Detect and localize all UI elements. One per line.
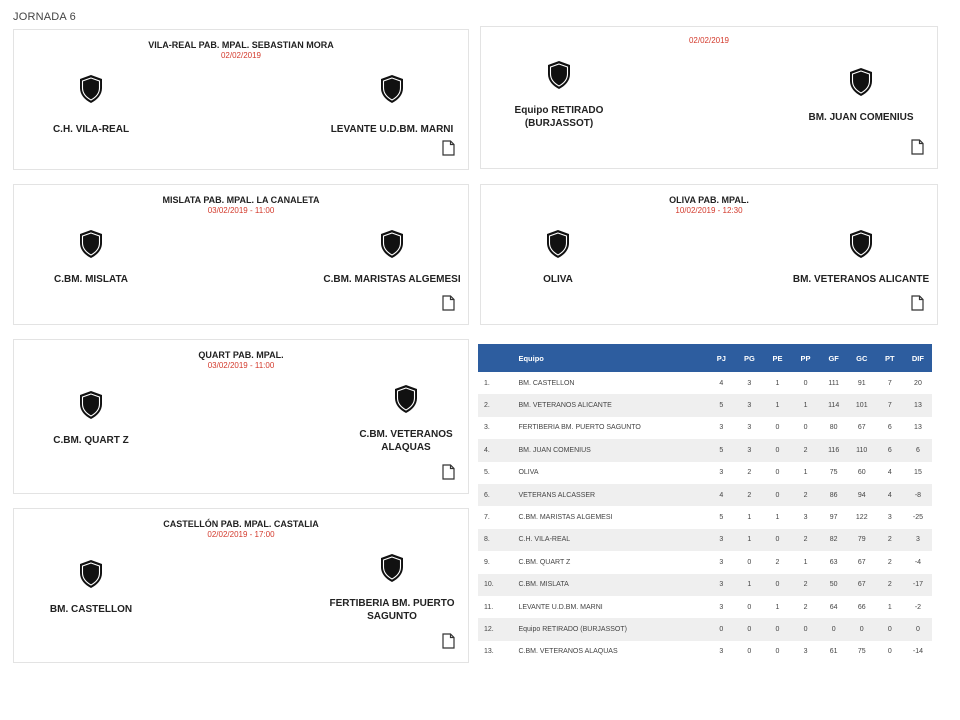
match-venue: QUART PAB. MPAL.: [198, 350, 284, 360]
cell-gc: 0: [859, 625, 864, 633]
cell-pg: 2: [747, 469, 752, 477]
cell-pos: 10.: [484, 581, 494, 589]
header-pos: [478, 344, 518, 372]
home-team[interactable]: [459, 60, 659, 130]
cell-dif: 3: [915, 536, 920, 544]
cell-gf: 82: [829, 536, 838, 544]
cell-pp: 0: [803, 625, 808, 633]
table-row[interactable]: [478, 439, 932, 461]
cell-pos: 4.: [484, 446, 490, 454]
cell-pt: 4: [887, 491, 892, 499]
table-row[interactable]: [478, 574, 932, 596]
cell-pj: 3: [719, 603, 724, 611]
cell-pe: 1: [775, 379, 780, 387]
cell-pj: 3: [719, 424, 724, 432]
cell-team[interactable]: BM. VETERANOS ALICANTE: [518, 402, 612, 410]
cell-gf: 111: [828, 379, 839, 387]
cell-team[interactable]: Equipo RETIRADO (BURJASSOT): [518, 625, 627, 633]
cell-gc: 67: [857, 581, 866, 589]
header-gc[interactable]: GC: [856, 353, 868, 363]
cell-pp: 0: [803, 379, 808, 387]
cell-gf: 80: [829, 424, 838, 432]
cell-pj: 0: [719, 625, 724, 633]
header-pg[interactable]: PG: [743, 353, 755, 363]
table-row[interactable]: [478, 372, 932, 394]
cell-gf: 63: [829, 558, 838, 566]
cell-pe: 1: [775, 603, 780, 611]
table-row[interactable]: [478, 506, 932, 528]
match-card[interactable]: [13, 339, 469, 494]
cell-dif: 15: [914, 469, 922, 477]
table-row[interactable]: [478, 618, 932, 640]
home-team-name: C.BM. MISLATA: [53, 274, 129, 285]
cell-team[interactable]: C.BM. QUART Z: [518, 558, 571, 566]
cell-pt: 7: [887, 379, 892, 387]
cell-team[interactable]: C.BM. VETERANOS ALAQUAS: [518, 648, 618, 656]
match-date: 02/02/2019: [688, 36, 730, 45]
table-row[interactable]: [478, 596, 932, 618]
cell-gf: 64: [829, 603, 838, 611]
document-icon[interactable]: [442, 464, 455, 480]
cell-gc: 94: [857, 491, 866, 499]
cell-pp: 2: [803, 581, 808, 589]
cell-pt: 0: [887, 625, 892, 633]
cell-pt: 0: [887, 648, 892, 656]
cell-pg: 3: [747, 446, 752, 454]
cell-dif: -8: [914, 491, 922, 499]
cell-dif: 0: [915, 625, 920, 633]
cell-pg: 1: [747, 581, 752, 589]
cell-team[interactable]: C.H. VILA-REAL: [518, 536, 571, 544]
cell-pj: 5: [719, 446, 724, 454]
header-gf[interactable]: GF: [828, 353, 839, 363]
cell-dif: 13: [914, 402, 922, 410]
table-header: [478, 344, 932, 372]
cell-pp: 0: [803, 424, 808, 432]
away-team[interactable]: [306, 384, 506, 454]
cell-pe: 1: [775, 514, 780, 522]
table-row[interactable]: [478, 462, 932, 484]
cell-pg: 1: [747, 536, 752, 544]
cell-gc: 66: [857, 603, 866, 611]
cell-pt: 2: [887, 581, 892, 589]
home-team-name: BM. CASTELLON: [49, 604, 133, 615]
table-row[interactable]: [478, 551, 932, 573]
header-team[interactable]: Equipo: [518, 353, 544, 363]
header-pj[interactable]: PJ: [716, 353, 726, 363]
cell-team[interactable]: BM. JUAN COMENIUS: [518, 446, 591, 454]
cell-pos: 7.: [484, 514, 490, 522]
cell-team[interactable]: C.BM. MARISTAS ALGEMESI: [518, 514, 613, 522]
cell-gc: 122: [855, 514, 868, 522]
cell-pg: 0: [747, 558, 752, 566]
cell-pj: 5: [719, 514, 724, 522]
match-date: 02/02/2019 - 17:00: [207, 530, 275, 539]
cell-team[interactable]: C.BM. MISLATA: [518, 581, 569, 589]
shield-icon: [546, 60, 572, 90]
cell-gf: 116: [828, 446, 840, 454]
shield-icon: [848, 229, 874, 259]
cell-pg: 3: [747, 379, 752, 387]
cell-gf: 86: [829, 491, 838, 499]
cell-dif: -2: [914, 603, 922, 611]
cell-pos: 1.: [484, 379, 490, 387]
cell-pj: 4: [719, 491, 724, 499]
cell-dif: 13: [914, 424, 922, 432]
cell-gc: 67: [857, 424, 866, 432]
away-team-name: BM. JUAN COMENIUS: [808, 112, 914, 123]
cell-pp: 3: [803, 514, 808, 522]
cell-pos: 8.: [484, 536, 490, 544]
cell-gc: 91: [857, 379, 866, 387]
cell-pos: 2.: [484, 402, 490, 410]
header-pp[interactable]: PP: [800, 353, 811, 363]
cell-pj: 4: [719, 379, 724, 387]
cell-pe: 2: [775, 558, 780, 566]
standings-table: [478, 344, 932, 663]
cell-dif: -14: [912, 648, 923, 656]
match-date: 03/02/2019 - 11:00: [207, 206, 275, 215]
cell-dif: -4: [914, 558, 922, 566]
shield-icon: [78, 229, 104, 259]
cell-pj: 5: [719, 402, 724, 410]
shield-icon: [545, 229, 571, 259]
shield-icon: [393, 384, 419, 414]
cell-pe: 0: [775, 491, 780, 499]
cell-dif: -25: [912, 514, 923, 522]
match-date: 02/02/2019: [220, 51, 262, 60]
cell-pp: 1: [803, 402, 808, 410]
header-pt[interactable]: PT: [885, 353, 895, 363]
table-row[interactable]: [478, 641, 932, 663]
cell-pe: 0: [775, 446, 780, 454]
match-card[interactable]: [13, 508, 469, 663]
match-card[interactable]: [480, 184, 938, 325]
cell-pt: 6: [887, 424, 892, 432]
home-team-name: C.BM. QUART Z: [53, 435, 129, 446]
cell-pe: 1: [775, 402, 780, 410]
cell-pg: 1: [747, 514, 752, 522]
home-team-name: OLIVA: [543, 274, 573, 285]
document-icon[interactable]: [911, 295, 924, 311]
cell-pe: 0: [775, 424, 780, 432]
round-title: JORNADA 6: [13, 11, 76, 23]
cell-gc: 101: [855, 402, 868, 410]
cell-pj: 3: [719, 581, 724, 589]
home-team[interactable]: [0, 229, 191, 286]
table-row[interactable]: [478, 484, 932, 506]
cell-gc: 110: [856, 446, 868, 454]
cell-pt: 1: [887, 603, 892, 611]
cell-pe: 0: [775, 581, 780, 589]
away-team-name: BM. VETERANOS ALICANTE: [792, 274, 930, 285]
home-team[interactable]: [0, 74, 191, 136]
cell-pg: 0: [747, 625, 752, 633]
cell-pt: 6: [887, 446, 892, 454]
header-pe[interactable]: PE: [772, 353, 783, 363]
cell-pos: 9.: [484, 558, 490, 566]
away-team-name: C.BM. MARISTAS ALGEMESI: [323, 274, 461, 285]
match-card[interactable]: [13, 29, 469, 170]
match-venue: MISLATA PAB. MPAL. LA CANALETA: [162, 195, 320, 205]
cell-pos: 13.: [484, 648, 494, 656]
cell-pt: 4: [887, 469, 892, 477]
home-team-name: Equipo RETIRADO (BURJASSOT): [514, 105, 604, 129]
match-venue: CASTELLÓN PAB. MPAL. CASTALIA: [163, 519, 319, 529]
cell-dif: 6: [915, 446, 920, 454]
cell-gc: 79: [857, 536, 866, 544]
cell-pe: 0: [775, 648, 780, 656]
header-dif[interactable]: DIF: [911, 353, 924, 363]
shield-icon: [78, 559, 104, 589]
cell-pj: 3: [719, 648, 724, 656]
cell-pe: 0: [775, 536, 780, 544]
home-team[interactable]: [0, 390, 191, 447]
cell-pos: 6.: [484, 491, 490, 499]
shield-icon: [379, 229, 405, 259]
match-date: 10/02/2019 - 12:30: [675, 206, 743, 215]
away-team-name: C.BM. VETERANOS ALAQUAS: [359, 429, 453, 453]
cell-pt: 2: [887, 536, 892, 544]
cell-gf: 61: [829, 648, 838, 656]
cell-gf: 0: [831, 625, 836, 633]
table-row[interactable]: [478, 529, 932, 551]
cell-pos: 12.: [484, 625, 494, 633]
cell-pp: 2: [803, 603, 808, 611]
shield-icon: [379, 74, 405, 104]
cell-team[interactable]: BM. CASTELLON: [518, 379, 575, 387]
cell-gf: 97: [829, 514, 838, 522]
cell-pp: 2: [803, 491, 808, 499]
cell-pj: 3: [719, 558, 724, 566]
shield-icon: [379, 553, 405, 583]
cell-pp: 1: [803, 558, 808, 566]
cell-gf: 114: [828, 402, 840, 410]
cell-gf: 75: [829, 469, 838, 477]
away-team-name: LEVANTE U.D.BM. MARNI: [330, 124, 454, 135]
document-icon[interactable]: [442, 633, 455, 649]
cell-pg: 0: [747, 603, 752, 611]
match-card[interactable]: [480, 26, 938, 169]
home-team[interactable]: [0, 559, 191, 616]
match-date: 03/02/2019 - 11:00: [207, 361, 275, 370]
away-team[interactable]: [761, 229, 960, 286]
home-team-name: C.H. VILA-REAL: [52, 124, 130, 135]
shield-icon: [848, 67, 874, 97]
document-icon[interactable]: [442, 140, 455, 156]
document-icon[interactable]: [911, 139, 924, 155]
shield-icon: [78, 390, 104, 420]
cell-gc: 60: [857, 469, 866, 477]
cell-pt: 2: [887, 558, 892, 566]
cell-gf: 50: [829, 581, 838, 589]
cell-pg: 0: [747, 648, 752, 656]
document-icon[interactable]: [442, 295, 455, 311]
shield-icon: [78, 74, 104, 104]
cell-pos: 3.: [484, 424, 490, 432]
match-venue: VILA-REAL PAB. MPAL. SEBASTIAN MORA: [148, 40, 334, 50]
cell-pos: 5.: [484, 469, 490, 477]
cell-pj: 3: [719, 536, 724, 544]
away-team-name: FERTIBERIA BM. PUERTO SAGUNTO: [329, 598, 455, 622]
match-card[interactable]: [13, 184, 469, 325]
match-venue: OLIVA PAB. MPAL.: [669, 195, 749, 205]
away-team[interactable]: [761, 67, 960, 124]
cell-pp: 2: [803, 446, 808, 454]
cell-dif: 20: [914, 379, 922, 387]
cell-team[interactable]: VETERANS ALCASSER: [518, 491, 596, 499]
table-row[interactable]: [478, 417, 932, 439]
cell-pp: 3: [803, 648, 808, 656]
cell-team[interactable]: FERTIBERIA BM. PUERTO SAGUNTO: [518, 424, 641, 432]
cell-pj: 3: [719, 469, 724, 477]
cell-pp: 2: [803, 536, 808, 544]
cell-pos: 11.: [484, 603, 494, 611]
cell-pe: 0: [775, 625, 780, 633]
cell-pg: 3: [747, 424, 752, 432]
cell-team[interactable]: LEVANTE U.D.BM. MARNI: [518, 603, 603, 611]
cell-pt: 3: [887, 514, 892, 522]
away-team[interactable]: [292, 553, 492, 623]
cell-pp: 1: [803, 469, 808, 477]
home-team[interactable]: [458, 229, 658, 286]
cell-team[interactable]: OLIVA: [518, 469, 539, 477]
cell-gc: 75: [857, 648, 866, 656]
cell-pg: 2: [747, 491, 752, 499]
cell-gc: 67: [857, 558, 866, 566]
cell-dif: -17: [912, 581, 923, 589]
cell-pe: 0: [775, 469, 780, 477]
cell-pg: 3: [747, 402, 752, 410]
cell-pt: 7: [887, 402, 892, 410]
table-row[interactable]: [478, 394, 932, 416]
